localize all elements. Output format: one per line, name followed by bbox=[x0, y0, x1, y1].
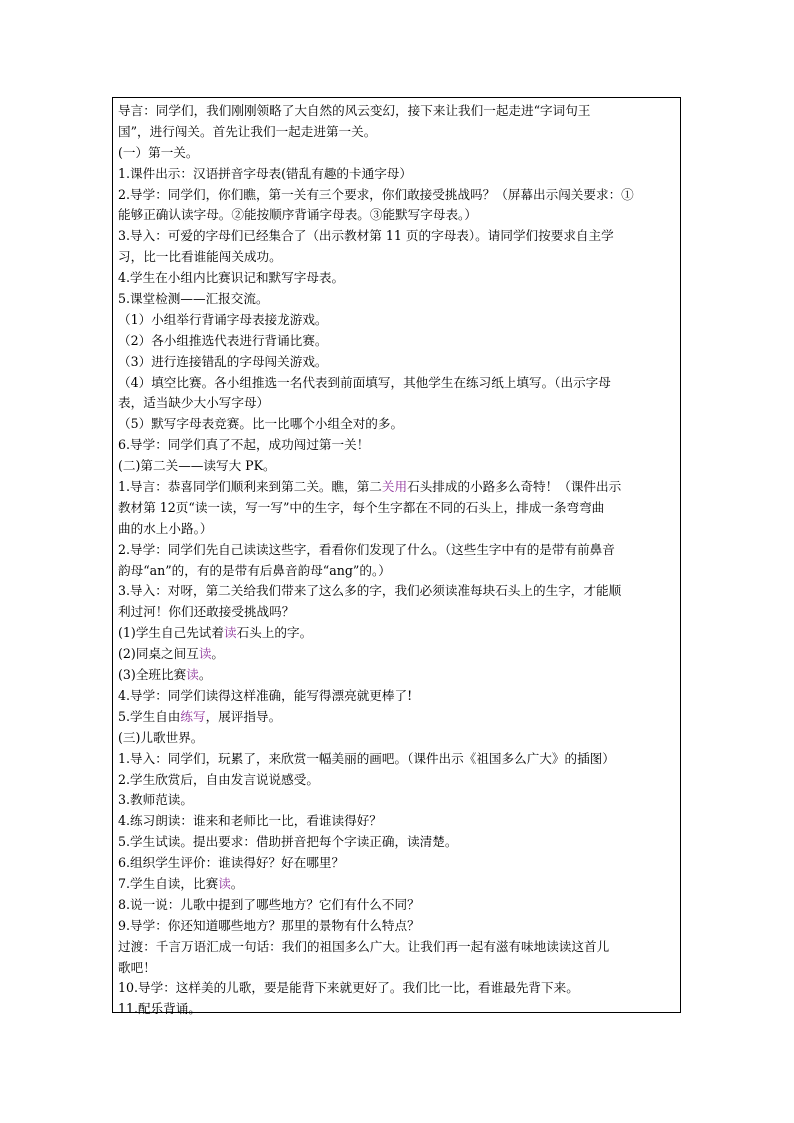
text-line bbox=[118, 435, 677, 456]
text-segment: （1）小组举行背诵字母表接龙游戏。 bbox=[118, 311, 328, 327]
text-segment: 教材第 12页“读一读，写一写”中的生字，每个生字都在不同的石头上，排成一条弯弯曲 bbox=[118, 499, 605, 515]
text-line bbox=[118, 226, 677, 247]
text-segment: 1.导入：同学们，玩累了，来欣赏一幅美丽的画吧。（课件出示《祖国多么广大》的插图） bbox=[118, 750, 615, 766]
text-segment: 利过河！你们还敢接受挑战吗？ bbox=[118, 604, 295, 620]
text-segment: 7.学生自读，比赛 bbox=[118, 875, 219, 891]
text-line bbox=[118, 916, 677, 937]
text-segment: 习，比一比看谁能闯关成功。 bbox=[118, 249, 282, 265]
text-segment: 4.导学：同学们读得这样准确，能写得漂亮就更棒了! bbox=[118, 687, 413, 703]
text-segment: (1)学生自己先试着 bbox=[118, 625, 224, 641]
text-line bbox=[118, 393, 677, 414]
text-line bbox=[118, 853, 677, 874]
text-line bbox=[118, 519, 677, 540]
text-line bbox=[118, 811, 677, 832]
text-segment: 能够正确认读字母。②能按顺序背诵字母表。③能默写字母表。） bbox=[118, 207, 477, 223]
text-line bbox=[118, 352, 677, 373]
text-line bbox=[118, 268, 677, 289]
text-line bbox=[118, 686, 677, 707]
text-line bbox=[118, 895, 677, 916]
text-line bbox=[118, 289, 677, 310]
highlighted-text: 读 bbox=[186, 667, 199, 683]
highlighted-text: 读 bbox=[224, 625, 237, 641]
highlighted-text: 关用 bbox=[381, 479, 408, 495]
text-segment: (2)同桌之间互 bbox=[118, 646, 199, 662]
text-line bbox=[118, 623, 677, 644]
text-line bbox=[118, 122, 677, 143]
lesson-text-cell bbox=[118, 101, 677, 1017]
text-segment: 国”，进行闯关。首先让我们一起走进第一关。 bbox=[118, 123, 377, 139]
text-line bbox=[118, 832, 677, 853]
text-line bbox=[118, 185, 677, 206]
text-line bbox=[118, 770, 677, 791]
text-segment: 6.组织学生评价：谁读得好？好在哪里？ bbox=[118, 855, 345, 871]
text-segment: 导言：同学们，我们刚刚领略了大自然的风云变幻，接下来让我们一起走进“字词句王 bbox=[118, 103, 591, 118]
text-line bbox=[118, 728, 677, 749]
text-segment: 3.导入：对呀，第二关给我们带来了这么多的字，我们必须读准每块石头上的生字，才能顺 bbox=[118, 583, 622, 599]
text-segment: （2）各小组推选代表进行背诵比赛。 bbox=[118, 332, 328, 348]
text-segment: 过渡：千言万语汇成一句话：我们的祖国多么广大。让我们再一起有滋有味地读读这首儿 bbox=[118, 938, 610, 954]
highlighted-text: 读 bbox=[198, 646, 212, 662]
text-segment: 表，适当缺少大小写字母） bbox=[118, 395, 270, 411]
text-line bbox=[118, 874, 677, 895]
text-segment: 2.学生欣赏后，自由发言说说感受。 bbox=[118, 771, 319, 787]
text-segment: 3.教师范读。 bbox=[118, 792, 193, 808]
text-segment: 4.学生在小组内比赛识记和默写字母表。 bbox=[118, 270, 345, 286]
text-segment: 石头排成的小路多么奇特！（课件出示 bbox=[407, 479, 622, 495]
text-segment: 曲的水上小路。） bbox=[118, 520, 213, 536]
text-line bbox=[118, 540, 677, 561]
text-segment: 韵母“an”的，有的是带有后鼻音韵母“ang”的。） bbox=[118, 562, 391, 578]
text-line bbox=[118, 205, 677, 226]
text-segment: (3)全班比赛 bbox=[118, 667, 187, 683]
lesson-table bbox=[112, 97, 681, 1017]
text-segment: 2.导学：同学们，你们瞧，第一关有三个要求，你们敢接受挑战吗？（屏幕出示闯关要求：① bbox=[118, 186, 634, 202]
text-line bbox=[118, 561, 677, 582]
text-line bbox=[118, 310, 677, 331]
text-segment: 3.导入：可爱的字母们已经集合了（出示教材第 11 页的字母表）。请同学们按要求自主学 bbox=[118, 228, 614, 244]
highlighted-text: 读 bbox=[218, 875, 231, 891]
text-segment: 。 bbox=[198, 667, 212, 683]
text-segment: （4）填空比赛。各小组推选一名代表到前面填写，其他学生在练习纸上填写。（出示字母 bbox=[118, 374, 611, 390]
text-line bbox=[118, 101, 677, 122]
text-segment: (一）第一关。 bbox=[118, 144, 199, 160]
text-segment: 11.配乐背诵。 bbox=[118, 1001, 201, 1017]
text-line bbox=[118, 331, 677, 352]
text-segment: （3）进行连接错乱的字母闯关游戏。 bbox=[118, 353, 328, 369]
text-line bbox=[118, 498, 677, 519]
text-segment: 歌吧！ bbox=[118, 959, 156, 975]
text-segment: 。 bbox=[211, 646, 224, 662]
text-segment: 1.课件出示：汉语拼音字母表(错乱有趣的卡通字母） bbox=[118, 165, 412, 181]
text-segment: (三)儿歌世界。 bbox=[118, 729, 204, 745]
text-segment: （5）默写字母表竞赛。比一比哪个小组全对的多。 bbox=[118, 416, 404, 432]
text-segment: 6.导学：同学们真了不起，成功闯过第一关！ bbox=[118, 437, 370, 453]
text-segment: 5.学生试读。提出要求：借助拼音把每个字读正确，读清楚。 bbox=[118, 834, 458, 850]
text-line bbox=[118, 477, 677, 498]
text-segment: 5.课堂检测——汇报交流。 bbox=[118, 291, 269, 307]
text-line bbox=[118, 707, 677, 728]
text-segment: 9.导学：你还知道哪些地方？那里的景物有什么特点？ bbox=[118, 917, 420, 933]
text-line bbox=[118, 937, 677, 958]
text-segment: 2.导学：同学们先自己读读这些字，看看你们发现了什么。（这些生字中有的是带有前鼻音 bbox=[118, 541, 615, 557]
text-line bbox=[118, 978, 677, 999]
text-line bbox=[118, 602, 677, 623]
highlighted-text: 练写 bbox=[180, 708, 206, 724]
text-line bbox=[118, 665, 677, 686]
text-segment: 8.说一说：儿歌中提到了哪些地方？它们有什么不同？ bbox=[118, 896, 420, 912]
text-segment: 10.导学：这样美的儿歌，要是能背下来就更好了。我们比一比，看谁最先背下来。 bbox=[118, 980, 579, 996]
text-segment: ，展评指导。 bbox=[205, 708, 282, 724]
text-segment: 1.导言：恭喜同学们顺利来到第二关。瞧，第二 bbox=[118, 479, 382, 495]
text-line bbox=[118, 581, 677, 602]
text-line bbox=[118, 958, 677, 979]
text-line bbox=[118, 143, 677, 164]
text-line bbox=[118, 999, 677, 1020]
text-segment: 。 bbox=[230, 875, 244, 891]
text-line bbox=[118, 790, 677, 811]
text-line bbox=[118, 644, 677, 665]
text-line bbox=[118, 373, 677, 394]
text-line bbox=[118, 164, 677, 185]
text-segment: 4.练习朗读：谁来和老师比一比，看谁读得好？ bbox=[118, 813, 382, 829]
text-segment: (二)第二关——读写大 PK。 bbox=[118, 458, 276, 474]
text-segment: 5.学生自由 bbox=[118, 708, 181, 724]
text-line bbox=[118, 247, 677, 268]
text-segment: 石头上的字。 bbox=[236, 625, 313, 641]
text-line bbox=[118, 749, 677, 770]
text-line bbox=[118, 456, 677, 477]
text-line bbox=[118, 414, 677, 435]
